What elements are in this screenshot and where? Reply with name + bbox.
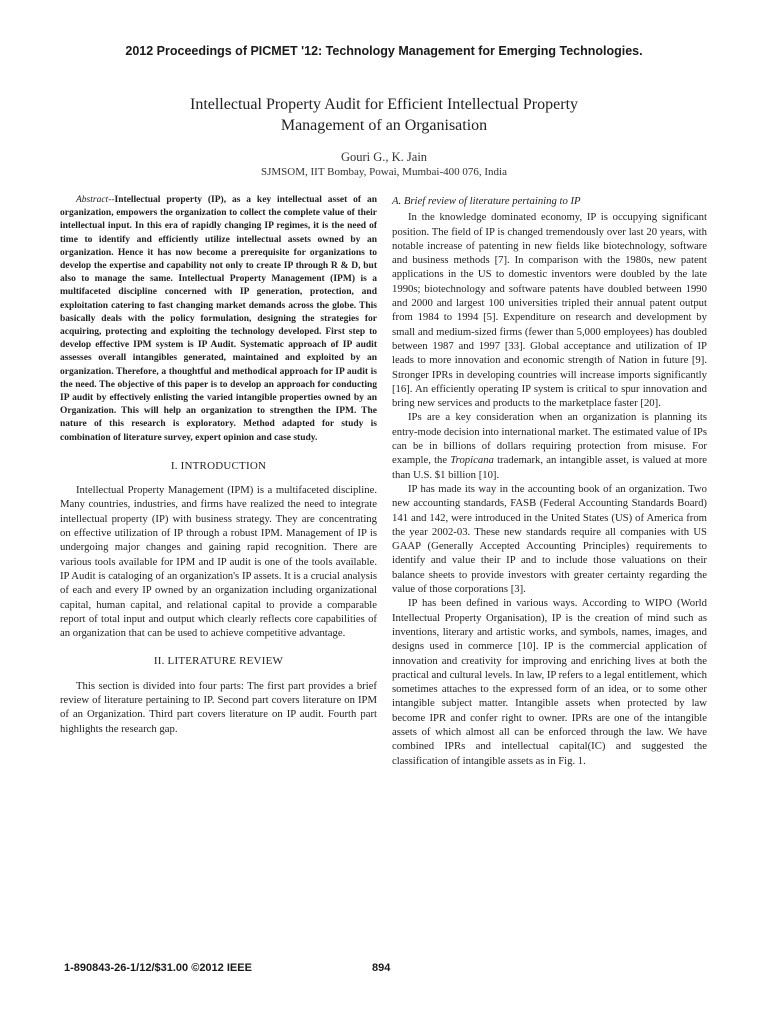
section-heading-literature-review: II. LITERATURE REVIEW [153,655,284,668]
section-heading-introduction: I. INTRODUCTION [170,459,267,472]
paragraph-2-text-b: trademark, an intangible asset, is valued at more than U.S. $1 billion [10]. [392,454,707,481]
subsection-heading: A. Brief review of literature pertaining to IP [392,195,581,207]
abstract [60,194,377,445]
body-paragraph-1: In the knowledge dominated economy, IP is occupying significant position. The field of IP is changed tremendously over last 20 years, with notable increase of patenting in new fields like biotechnology, software and business methods [7]. In comparison with the 1980s, new patent applications in the US to domestic inventors were doubled by the late 1990s; biotechnology and software patents have doubled between 1990 and 2000 and largest 100 universities tripled their annual patent output from 1984 to 1994 [5]. Expenditure on research and development by small and medium-sized firms (fewer than 5,000 employees) has doubled between 1987 and 1997 [33]. Global acceptance and utilization of IP leads to more innovation and economic strength of Nation in future [9]. Stronger IPRs in developing countries will increase imports significantly [16]. An efficiently operating IP system is critical to spur innovation and bring new services and products to the marketplace faster [20]. [392,211,707,410]
affiliation: SJMSOM, IIT Bombay, Powai, Mumbai-400 076, India [261,166,507,178]
literature-review-paragraph: This section is divided into four parts: The first part provides a brief review of literature pertaining to IP. Second part covers literature on IPM of an Organization. Third part covers literature on IP audit. Fourth part highlights the research gap. [60,679,377,735]
left-column [60,194,377,736]
body-paragraph-4: IP has been defined in various ways. According to WIPO (World Intellectual Property Organisation), IP is the creation of mind such as inventions, literary and artistic works, and symbols, names, images, and designs used in commerce [10]. IP is the commercial application of innovation and creativity for improving and enriching lives at both the practical and cultural levels. In law, IP refers to a legal entitlement, which sometimes attaches to the expressed form of an idea, or to some other intangible subject matter. Intangible assets when protected by law become IPR and confer right to owner. IPRs are one of the intangible assets of which almost all can be enforced through the law. We have combined IPRs and intellectual capital(IC) and suggested the classification of intangible assets as in Fig. 1. [392,597,707,767]
authors: Gouri G., K. Jain [340,150,428,164]
copyright-footer: 1-890843-26-1/12/$31.00 ©2012 IEEE [64,962,252,974]
tropicana-italic: Tropicana [450,454,494,467]
proceedings-header: 2012 Proceedings of PICMET '12: Technology Management for Emerging Technologies. [125,44,643,58]
paragraph-2-text-a: IPs are a key consideration when an organization is planning its entry-mode decision into international market. The estimated value of IPs can be in billions of dollars requiring protection from misuse. For example, the [392,411,707,467]
right-column [392,194,707,768]
abstract-lead: Abstract-- [76,195,115,205]
body-paragraph-2 [392,410,707,481]
paper-title [100,94,668,136]
abstract-body: Intellectual property (IP), as a key intellectual asset of an organization, empowers the organization to collect the complete value of their intellectual input. In this era of rapidly changing IP regimes, it is the need of time to identify and efficiently utilize intellectual assets owned by an organization. Hence it has now become a prerequisite for organizations to develop the expertise and capability not only to create IP through R & D, but also to manage the same. Intellectual Property Management (IPM) is a multifaceted discipline concerned with IP generation, protection, and exploitation catering to fast changing market demands across the globe. This basically deals with the policy formulation, designing the strategies for acquiring, protecting and exploiting the technology developed. First step to develop effective IPM system is IP Audit. Systematic approach of IP audit assesses overall intangibles generated, maintained and exploited by an organization. Therefore, a thoughtful and methodical approach for IP audit is the need. The objective of this paper is to develop an approach for conducting IP audit by effectively enlisting the varied intangible properties owned by an Organization. This will help an organization to strengthen the IPM. The nature of this research is exploratory. Method adapted for study is combination of literature survey, expert opinion and case study. [60,195,377,443]
introduction-paragraph: Intellectual Property Management (IPM) is a multifaceted discipline. Many countries, industries, and firms have realized the need to integrate intellectual property (IP) with business strategy. They are concentrating on effective utilization of IP through a robust IPM. Management of IP is undergoing major changes and gaining rapid recognition. There are various tools available for IPM and IP audit is one of the tools available. IP Audit is cataloging of an organization's IP assets. It is a crucial analysis of each and every IP owned by an organization including organizational capital, human capital, and relational capital to provide a comparable report of total input and output which clearly reflects core capabilities of an organization that can be used to achieve competitive advantage. [60,484,377,640]
page-number: 894 [372,962,391,974]
title-line-2: Management of an Organisation [280,117,488,134]
body-paragraph-3: IP has made its way in the accounting book of an organization. Two new accounting standards, FASB (Federal Accounting Standards Board) 141 and 142, were introduced in the United States (US) of America from the year 2002-03. These new standards require all companies with US GAAP (Generally Accepted Accounting Principles) requirements to identify and value their IP and to include those valuations on their balance sheets to provide investors with greater certainty regarding the value of those corporations [3]. [392,482,707,596]
title-line-1: Intellectual Property Audit for Efficient Intellectual Property [189,96,579,113]
